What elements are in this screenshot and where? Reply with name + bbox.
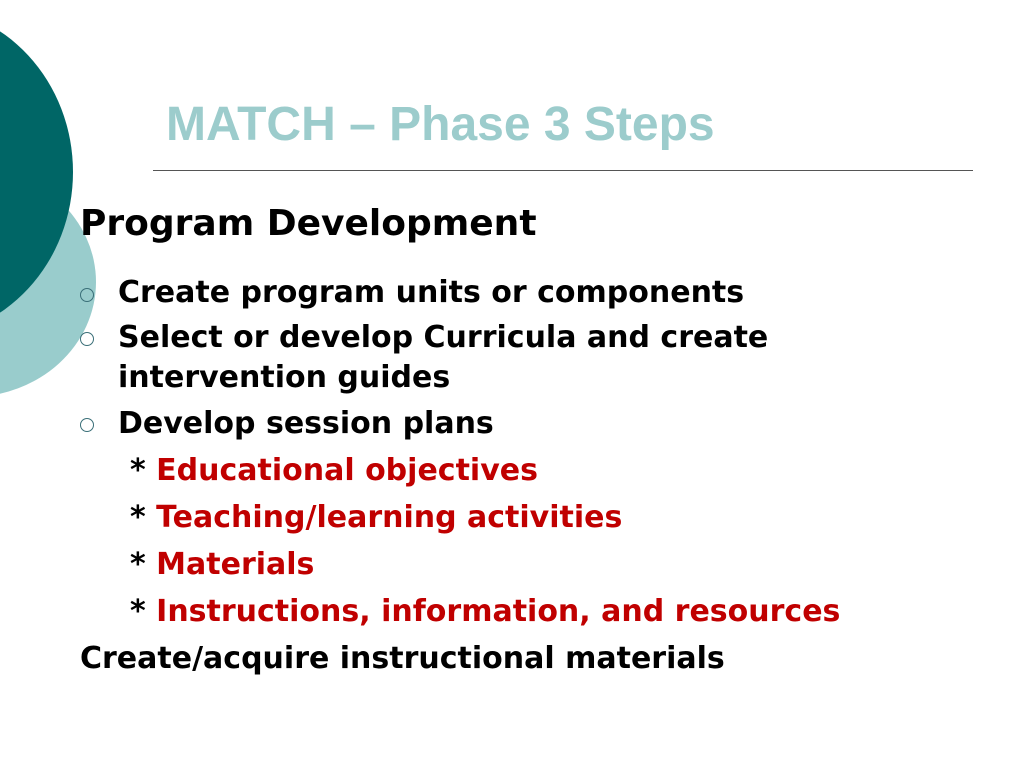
sub-item-text: Teaching/learning activities: [156, 500, 623, 535]
closing-line: Create/acquire instructional materials: [80, 641, 725, 676]
bullet-item-curricula-line-2: intervention guides: [118, 360, 451, 395]
bullet-item-session-plans: Develop session plans: [118, 406, 494, 441]
sub-item-text: Materials: [156, 547, 315, 582]
sub-item-educational-objectives: [130, 451, 538, 491]
section-heading: Program Development: [80, 203, 537, 244]
sub-item-teaching-activities: [130, 498, 622, 538]
title-divider: [153, 170, 973, 171]
asterisk-marker: *: [130, 453, 146, 488]
hollow-circle-bullet-icon: [80, 418, 94, 432]
sub-item-instructions: [130, 592, 840, 632]
hollow-circle-bullet-icon: [80, 332, 94, 346]
sub-item-text: Educational objectives: [156, 453, 538, 488]
bullet-item-program-units: Create program units or components: [118, 275, 745, 310]
sub-item-materials: [130, 545, 314, 585]
asterisk-marker: *: [130, 594, 146, 629]
slide-title: MATCH – Phase 3 Steps: [166, 98, 715, 151]
sub-item-text: Instructions, information, and resources: [156, 594, 841, 629]
asterisk-marker: *: [130, 500, 146, 535]
bullet-item-curricula-line-1: Select or develop Curricula and create: [118, 320, 769, 355]
hollow-circle-bullet-icon: [80, 288, 94, 302]
asterisk-marker: *: [130, 547, 146, 582]
